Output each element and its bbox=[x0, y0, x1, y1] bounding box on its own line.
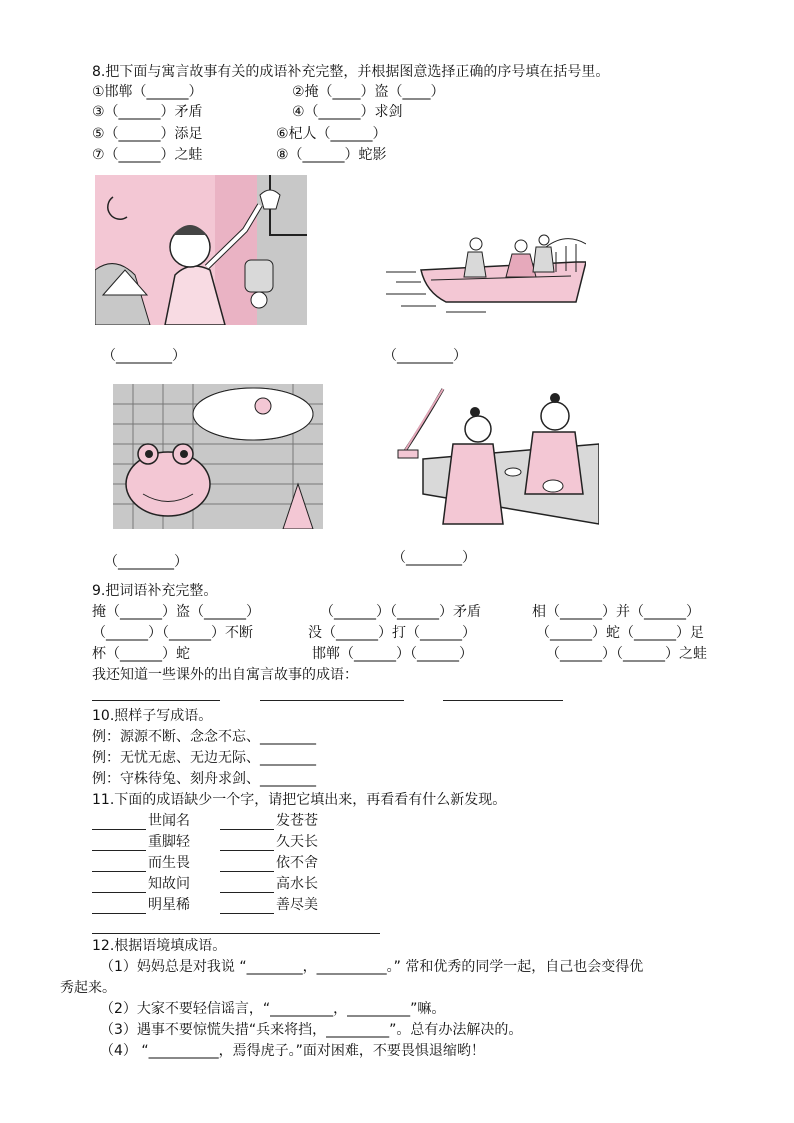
q9-title: 9.把词语补充完整。 bbox=[92, 583, 218, 599]
q9-row1-item1: 掩（______）盗（______） bbox=[92, 604, 260, 620]
picture-3-answer[interactable]: （________） bbox=[104, 554, 188, 570]
q10-example-3: 例：守株待兔、刻舟求剑、________ bbox=[92, 771, 316, 787]
q9-row2-item1: （______）（______）不断 bbox=[92, 625, 253, 641]
q12-sentence-1-line-2: 秀起来。 bbox=[60, 980, 116, 996]
q11-left-4: 知故问 bbox=[148, 876, 190, 892]
picture-1-answer[interactable]: （________） bbox=[102, 348, 186, 364]
picture-2-answer[interactable]: （________） bbox=[383, 348, 467, 364]
wine-cup-bow-shadow-picture bbox=[393, 384, 599, 529]
q11-left-2: 重脚轻 bbox=[148, 834, 190, 850]
q8-item-2: ②掩（____）盗（____） bbox=[292, 84, 445, 100]
q11-title: 11.下面的成语缺少一个字，请把它填出来，再看看有什么新发现。 bbox=[92, 792, 507, 808]
q9-row3-item1: 杯（______）蛇 bbox=[92, 646, 190, 662]
q11-left-1: 世闻名 bbox=[148, 813, 190, 829]
q9-row3-item3: （______）（______）之蛙 bbox=[546, 646, 707, 662]
q12-sentence-3: （3）遇事不要惊慌失措“兵来将挡，_________”。总有办法解决的。 bbox=[100, 1022, 523, 1038]
q9-extra-blank-3[interactable] bbox=[443, 700, 563, 701]
q11-right-5: 善尽美 bbox=[276, 897, 318, 913]
q9-extra-blank-2[interactable] bbox=[260, 700, 404, 701]
q11-right-2: 久天长 bbox=[276, 834, 318, 850]
boat-men-picture bbox=[386, 232, 586, 318]
q12-title: 12.根据语境填成语。 bbox=[92, 938, 227, 954]
q12-sentence-4: （4） “__________，焉得虎子。”面对困难，不要畏惧退缩哟！ bbox=[100, 1043, 485, 1059]
q10-title: 10.照样子写成语。 bbox=[92, 708, 213, 724]
q12-sentence-1-line-1: （1）妈妈总是对我说 “________，__________。” 常和优秀的同学一起，自己也会变得优 bbox=[100, 959, 644, 975]
q9-row2-item3: （______）蛇（______）足 bbox=[536, 625, 704, 641]
q9-row1-item2: （______）（______）矛盾 bbox=[320, 604, 481, 620]
q11-right-blank-3[interactable] bbox=[220, 871, 274, 872]
q11-right-blank-2[interactable] bbox=[220, 850, 274, 851]
q11-left-blank-1[interactable] bbox=[92, 829, 146, 830]
q11-left-blank-2[interactable] bbox=[92, 850, 146, 851]
q11-right-blank-5[interactable] bbox=[220, 913, 274, 914]
q11-right-blank-1[interactable] bbox=[220, 829, 274, 830]
q8-item-6: ⑥杞人（______） bbox=[276, 126, 387, 142]
q11-left-blank-5[interactable] bbox=[92, 913, 146, 914]
q12-sentence-2: （2）大家不要轻信谣言，“_________，_________”嘛。 bbox=[100, 1001, 446, 1017]
q9-row3-item2: 邯郸（______）（______） bbox=[312, 646, 473, 662]
q9-row1-item3: 相（______）并（______） bbox=[532, 604, 700, 620]
q11-right-3: 依不舍 bbox=[276, 855, 318, 871]
q8-title: 8.把下面与寓言故事有关的成语补充完整，并根据图意选择正确的序号填在括号里。 bbox=[92, 64, 610, 80]
q8-item-4: ④（______）求剑 bbox=[292, 104, 403, 120]
q8-item-8: ⑧（______）蛇影 bbox=[276, 147, 387, 163]
q11-left-blank-3[interactable] bbox=[92, 871, 146, 872]
q10-example-1: 例：源源不断、念念不忘、________ bbox=[92, 729, 316, 745]
q11-discovery-blank[interactable] bbox=[92, 933, 380, 934]
picture-4-answer[interactable]: （________） bbox=[392, 550, 476, 566]
q11-left-3: 而生畏 bbox=[148, 855, 190, 871]
q11-left-blank-4[interactable] bbox=[92, 892, 146, 893]
q8-item-7: ⑦（______）之蛙 bbox=[92, 147, 203, 163]
frightened-man-night-picture bbox=[95, 175, 307, 325]
q8-item-5: ⑤（______）添足 bbox=[92, 126, 203, 142]
frog-in-well-picture bbox=[113, 384, 323, 529]
q9-extra-prompt: 我还知道一些课外的出自寓言故事的成语： bbox=[92, 667, 358, 683]
q11-right-blank-4[interactable] bbox=[220, 892, 274, 893]
q8-item-3: ③（______）矛盾 bbox=[92, 104, 203, 120]
q11-left-5: 明星稀 bbox=[148, 897, 190, 913]
q11-right-1: 发苍苍 bbox=[276, 813, 318, 829]
q11-right-4: 高水长 bbox=[276, 876, 318, 892]
q9-extra-blank-1[interactable] bbox=[92, 700, 220, 701]
q10-example-2: 例：无忧无虑、无边无际、________ bbox=[92, 750, 316, 766]
q8-item-1: ①邯郸（______） bbox=[92, 84, 203, 100]
q9-row2-item2: 没（______）打（______） bbox=[308, 625, 476, 641]
